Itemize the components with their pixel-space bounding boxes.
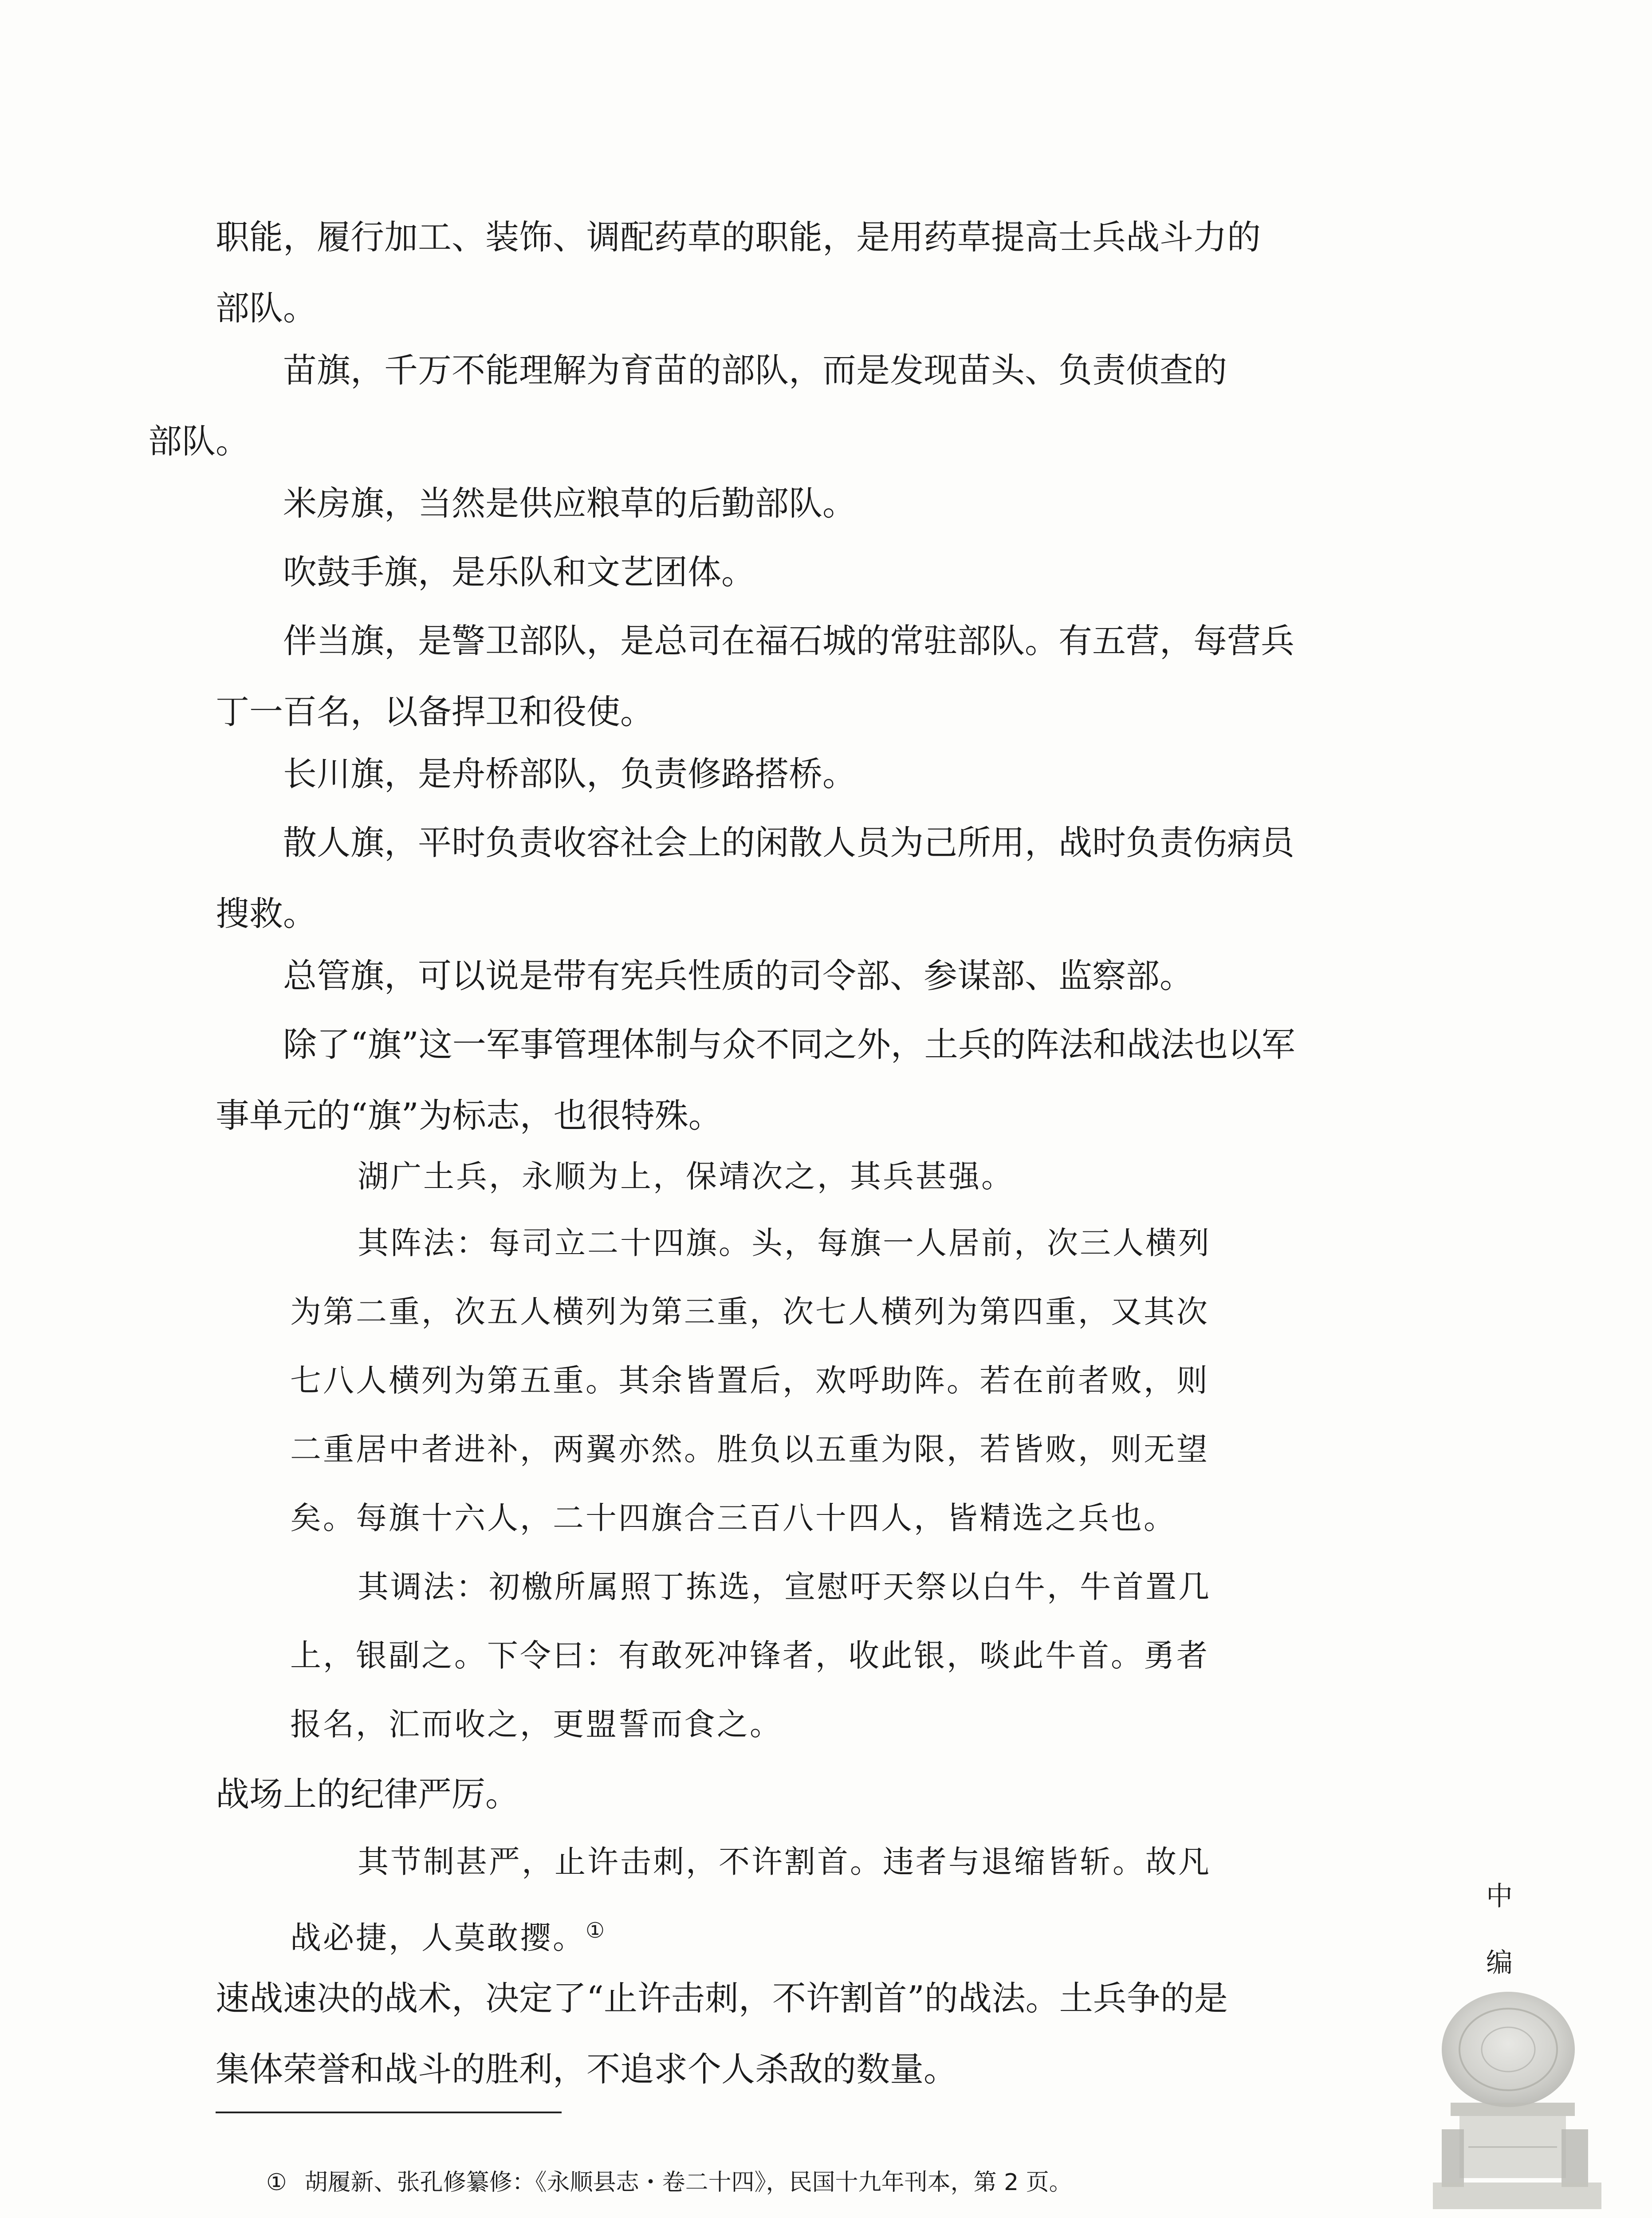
paragraph-zong-guan-qi	[216, 940, 1413, 1011]
quote-line: 其阵法：每司立二十四旗。头，每旗一人居前，次三人横列	[358, 1225, 1211, 1261]
quote-line: 为第二重，次五人横列为第三重，次七人横列为第四重，又其次	[290, 1294, 1209, 1330]
footnote-mark: ①	[266, 2169, 287, 2196]
paragraph-qi-system	[216, 1009, 1413, 1151]
paragraph-continuation	[216, 202, 1413, 344]
paragraph-tactics	[216, 1963, 1413, 2105]
quote-formation	[290, 1209, 1355, 1553]
text-line: 苗旗，千万不能理解为育苗的部队，而是发现苗头、负责侦查的	[283, 350, 1227, 390]
paragraph-discipline	[216, 1759, 1413, 1830]
text-line: 速战速决的战术，决定了“止许击刺，不许割首”的战法。土兵争的是	[216, 1978, 1228, 2018]
text-line: 伴当旗，是警卫部队，是总司在福石城的常驻部队。有五营，每营兵	[283, 621, 1294, 661]
quote-line: 矣。每旗十六人，二十四旗合三百八十四人，皆精选之兵也。	[290, 1500, 1176, 1536]
text-line: 长川旗，是舟桥部队，负责修路搭桥。	[283, 754, 856, 794]
text-line: 吹鼓手旗，是乐队和文艺团体。	[283, 552, 755, 592]
text-line: 丁一百名，以备捍卫和役使。	[216, 692, 654, 731]
text-line: 除了“旗”这一军事管理体制与众不同之外，土兵的阵法和战法也以军	[283, 1025, 1295, 1064]
quote-line: 七八人横列为第五重。其余皆置后，欢呼助阵。若在前者败，则	[290, 1362, 1209, 1399]
quote-line: 其调法：初檄所属照丁拣选，宣慰吁天祭以白牛，牛首置几	[358, 1569, 1211, 1605]
text-line: 散人旗，平时负责收容社会上的闲散人员为己所用，战时负责伤病员	[283, 823, 1294, 862]
text-line: 部队。	[148, 421, 249, 461]
quote-strict-rules	[290, 1828, 1355, 1972]
side-label-char: 中	[1486, 1881, 1513, 1912]
text-line: 搜救。	[216, 894, 317, 933]
decorative-drum-emblem-icon	[1433, 1961, 1601, 2209]
quote-line: 其节制甚严，止许击刺，不许割首。违者与退缩皆斩。故凡	[358, 1844, 1211, 1880]
text-line: 战场上的纪律严厉。	[216, 1774, 519, 1814]
text-line: 米房旗，当然是供应粮草的后勤部队。	[283, 484, 856, 523]
quote-line	[223, 1896, 1355, 1972]
quote-mobilization	[290, 1553, 1355, 1759]
quote-huguang-soldiers	[290, 1142, 1355, 1211]
paragraph-ban-dang-qi	[216, 606, 1413, 747]
quote-line-text: 战必捷，人莫敢撄。	[290, 1919, 586, 1956]
quote-line: 湖广土兵，永顺为上，保靖次之，其兵甚强。	[358, 1158, 1014, 1195]
paragraph-chang-chuan-qi	[216, 739, 1413, 810]
footnote	[266, 2165, 1072, 2200]
footnote-divider	[216, 2112, 562, 2113]
text-line: 职能，履行加工、装饰、调配药草的职能，是用药草提高士兵战斗力的	[216, 217, 1261, 257]
quote-line: 上，银副之。下令曰：有敢死冲锋者，收此银，啖此牛首。勇者	[290, 1637, 1209, 1674]
paragraph-chui-gu-shou-qi	[216, 537, 1413, 608]
footnote-reference: ①	[586, 1918, 607, 1943]
paragraph-san-ren-qi	[216, 807, 1413, 949]
text-line: 总管旗，可以说是带有宪兵性质的司令部、参谋部、监察部。	[283, 956, 1193, 995]
quote-line: 报名，汇而收之，更盟誓而食之。	[290, 1706, 783, 1742]
paragraph-miao-qi	[148, 335, 1413, 477]
paragraph-mi-fang-qi	[216, 468, 1413, 539]
quote-line: 二重居中者进补，两翼亦然。胜负以五重为限，若皆败，则无望	[290, 1431, 1209, 1467]
text-line: 部队。	[216, 288, 317, 328]
footnote-text: 胡履新、张孔修纂修：《永顺县志・卷二十四》，民国十九年刊本，第 2 页。	[304, 2169, 1072, 2196]
side-label-char: 编	[1486, 1947, 1513, 1978]
text-line: 事单元的“旗”为标志，也很特殊。	[216, 1096, 722, 1135]
text-line: 集体荣誉和战斗的胜利，不追求个人杀敌的数量。	[216, 2049, 957, 2089]
